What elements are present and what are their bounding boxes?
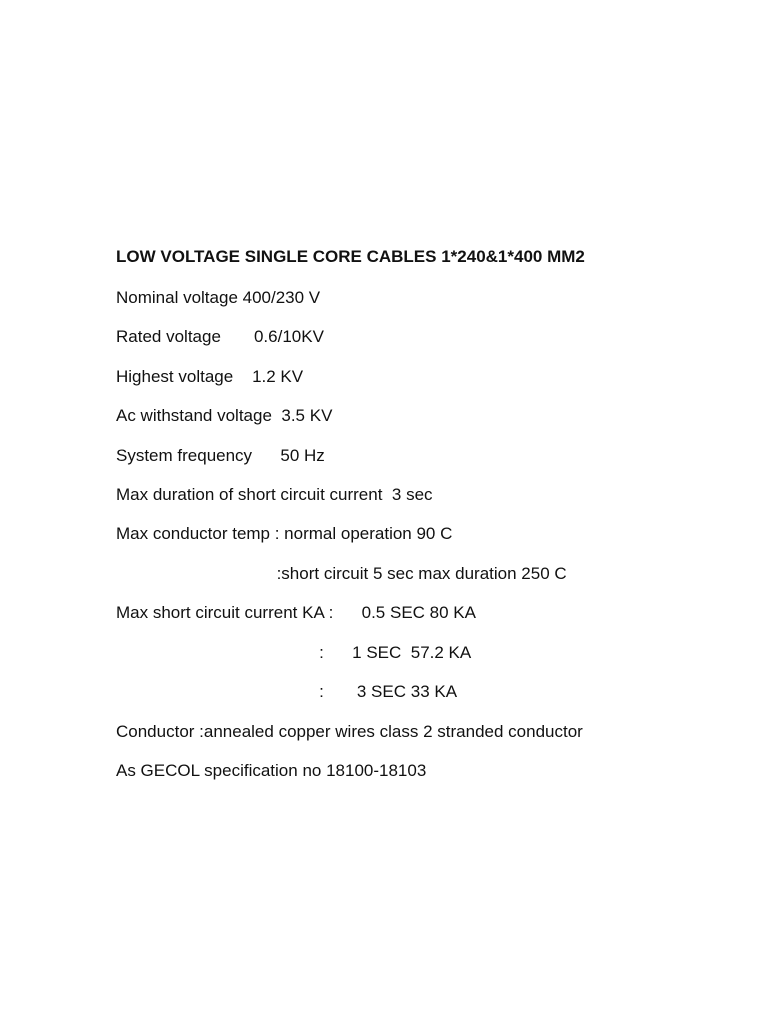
spec-line-short-circuit-current-0-5s: Max short circuit current KA : 0.5 SEC 80 KA (116, 603, 476, 622)
spec-line-conductor: Conductor :annealed copper wires class 2 stranded conductor (116, 722, 583, 741)
spec-line-short-circuit-duration: Max duration of short circuit current 3 sec (116, 485, 433, 504)
spec-line-rated-voltage: Rated voltage 0.6/10KV (116, 327, 324, 346)
spec-line-conductor-temp-normal: Max conductor temp : normal operation 90 C (116, 524, 453, 543)
spec-line-short-circuit-current-1s: : 1 SEC 57.2 KA (116, 643, 472, 662)
spec-line-conductor-temp-short-circuit: :short circuit 5 sec max duration 250 C (116, 564, 567, 583)
spec-line-nominal-voltage: Nominal voltage 400/230 V (116, 288, 321, 307)
document-title: LOW VOLTAGE SINGLE CORE CABLES 1*240&1*400 MM2 (116, 247, 585, 266)
spec-line-system-frequency: System frequency 50 Hz (116, 446, 325, 465)
spec-line-short-circuit-current-3s: : 3 SEC 33 KA (116, 682, 458, 701)
spec-line-gecol-specification: As GECOL specification no 18100-18103 (116, 761, 427, 780)
spec-line-ac-withstand-voltage: Ac withstand voltage 3.5 KV (116, 406, 333, 425)
spec-line-highest-voltage: Highest voltage 1.2 KV (116, 367, 304, 386)
